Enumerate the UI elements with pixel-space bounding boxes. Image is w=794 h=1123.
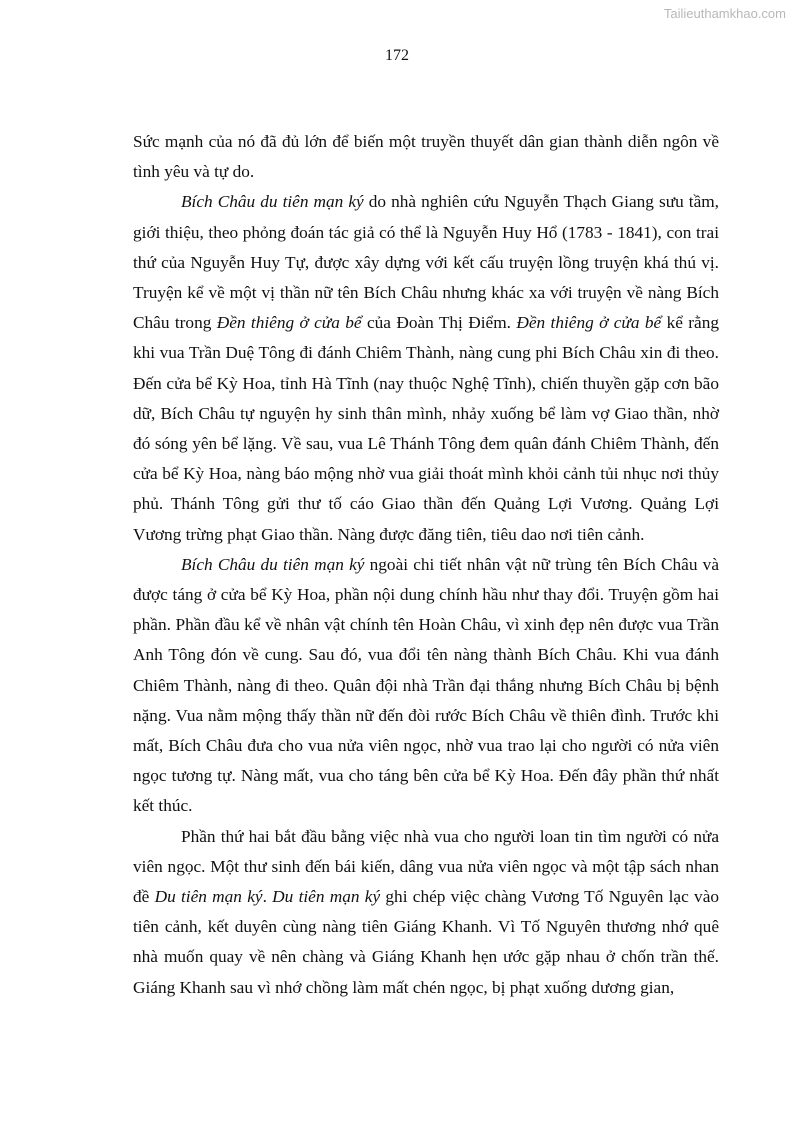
italic-title: Đền thiêng ở cửa bể [516, 313, 662, 333]
text-run: ngoài chi tiết nhân vật nữ trùng tên Bích Châu và được táng ở cửa bể Kỳ Hoa, phần nội dung chính hầu như thay đổi. Truyện gồm hai phần. Phần đầu kể về nhân vật chính tên Hoàn Châu, vì xinh đẹp nên được vua Trần Anh Tông đón về cung. Sau đó, vua đổi tên nàng thành Bích Châu. Khi vua đánh Chiêm Thành, nàng đi theo. Quân đội nhà Trần đại thắng nhưng Bích Châu bị bệnh nặng. Vua nằm mộng thấy thần nữ đến đòi rước Bích Châu về thiên đình. Trước khi mất, Bích Châu đưa cho vua nửa viên ngọc, nhờ vua trao lại cho người có nửa viên ngọc tương tự. Nàng mất, vua cho táng bên cửa bể Kỳ Hoa. Đến đây phần thứ nhất kết thúc. [133, 554, 719, 816]
italic-title: Bích Châu du tiên mạn ký [181, 192, 364, 212]
text-run: của Đoàn Thị Điểm. [361, 313, 517, 333]
italic-title: Du tiên mạn ký [154, 887, 263, 907]
paragraph [133, 127, 719, 187]
text-run: . [262, 887, 273, 907]
page-number: 172 [385, 47, 409, 64]
text-run: do nhà nghiên cứu Nguyễn Thạch Giang sưu tầm, giới thiệu, theo phỏng đoán tác giả có thể là Nguyễn Huy Hổ (1783 - 1841), con trai thứ của Nguyễn Huy Tự, được xây dựng với kết cấu truyện lồng truyện khá thú vị. Truyện kể về một vị thần nữ tên Bích Châu nhưng khác xa với truyện về nàng Bích Châu trong [133, 192, 720, 333]
italic-title: Bích Châu du tiên mạn ký [181, 554, 365, 574]
paragraph [133, 550, 719, 822]
text-run: Sức mạnh của nó đã đủ lớn để biến một truyền thuyết dân gian thành diễn ngôn về tình yêu và tự do. [133, 132, 719, 182]
text-run: Phần thứ hai bắt đầu bằng việc nhà vua cho người loan tin tìm người có nửa viên ngọc. Một thư sinh đến bái kiến, dâng vua nửa viên ngọc và một tập sách nhan đề [133, 826, 719, 907]
watermark: Tailieuthamkhao.com [663, 6, 786, 21]
text-run: ghi chép việc chàng Vương Tố Nguyên lạc vào tiên cảnh, kết duyên cùng nàng tiên Giáng Khanh. Vì Tố Nguyên thương nhớ quê nhà muốn quay về nên chàng và Giáng Khanh hẹn ước gặp nhau ở chốn trần thế. Giáng Khanh sau vì nhớ chồng làm mất chén ngọc, bị phạt xuống dương gian, [133, 887, 720, 997]
paragraph [133, 187, 719, 549]
text-run: kể rằng khi vua Trần Duệ Tông đi đánh Chiêm Thành, nàng cung phi Bích Châu xin đi theo. Đến cửa bể Kỳ Hoa, tỉnh Hà Tĩnh (nay thuộc Nghệ Tĩnh), chiến thuyền gặp cơn bão dữ, Bích Châu tự nguyện hy sinh thân mình, nhảy xuống bể làm vợ Giao thần, nhờ đó sóng yên bể lặng. Về sau, vua Lê Thánh Tông đem quân đánh Chiêm Thành, đến cửa bể Kỳ Hoa, nàng báo mộng nhờ vua giải thoát mình khỏi cảnh tủi nhục nơi thủy phủ. Thánh Tông gửi thư tố cáo Giao thần đến Quảng Lợi Vương. Quảng Lợi Vương trừng phạt Giao thần. Nàng được đăng tiên, tiêu dao nơi tiên cảnh. [133, 313, 719, 544]
paragraph [133, 822, 719, 1003]
italic-title: Du tiên mạn ký [272, 887, 381, 907]
italic-title: Đền thiêng ở cửa bể [216, 313, 362, 333]
document-body [133, 127, 719, 1003]
